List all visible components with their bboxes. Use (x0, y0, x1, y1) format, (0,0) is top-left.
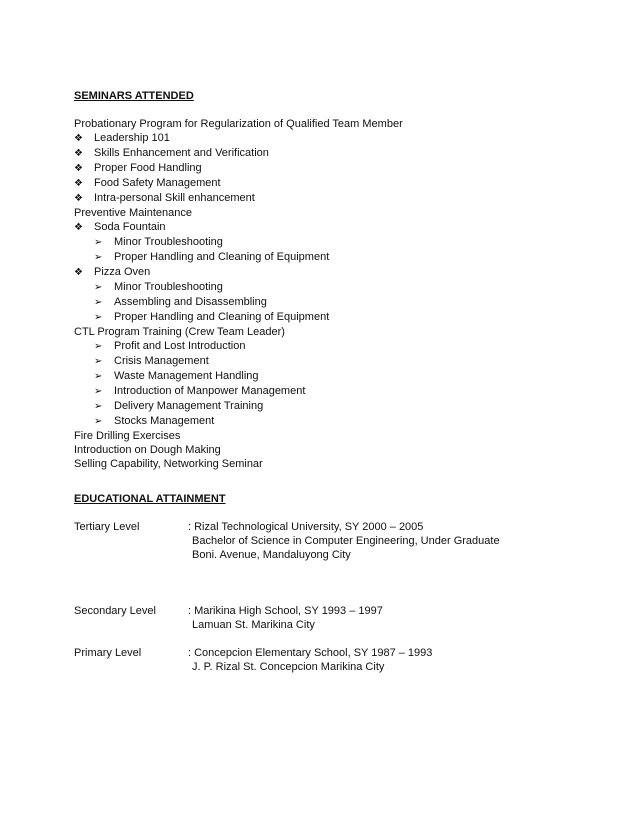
education-detail-line: : Marikina High School, SY 1993 – 1997 (188, 605, 383, 617)
education-details (188, 604, 383, 632)
seminar-line-text: Minor Troubleshooting (114, 281, 223, 293)
seminar-line (74, 280, 594, 295)
education-level-label: Tertiary Level (74, 521, 140, 533)
arrow-bullet-icon: ➢ (94, 356, 103, 367)
education-detail-line: Bachelor of Science in Computer Engineering, Under Graduate (192, 535, 500, 547)
education-section (74, 492, 594, 674)
arrow-bullet-icon: ➢ (94, 312, 103, 323)
diamond-bullet-icon: ❖ (74, 222, 83, 233)
seminar-line-text: Introduction of Manpower Management (114, 385, 306, 397)
seminar-line (74, 325, 594, 339)
diamond-bullet-icon: ❖ (74, 193, 83, 204)
education-list (74, 520, 594, 674)
seminar-line (74, 399, 594, 414)
seminar-line-text: Crisis Management (114, 355, 209, 367)
education-detail-line: : Concepcion Elementary School, SY 1987 – 1993 (188, 647, 433, 659)
seminar-line (74, 146, 594, 161)
seminar-line-text: Probationary Program for Regularization of Qualified Team Member (74, 118, 403, 130)
education-entry (74, 646, 594, 674)
seminar-line (74, 295, 594, 310)
seminar-line-text: Waste Management Handling (114, 370, 259, 382)
seminar-line (74, 191, 594, 206)
seminar-line-text: Selling Capability, Networking Seminar (74, 458, 263, 470)
seminar-line (74, 443, 594, 457)
arrow-bullet-icon: ➢ (94, 371, 103, 382)
seminar-line-text: Pizza Oven (94, 266, 151, 278)
seminar-line-text: Fire Drilling Exercises (74, 430, 181, 442)
seminars-heading: SEMINARS ATTENDED (74, 90, 194, 102)
diamond-bullet-icon: ❖ (74, 133, 83, 144)
arrow-bullet-icon: ➢ (94, 297, 103, 308)
arrow-bullet-icon: ➢ (94, 416, 103, 427)
seminar-line (74, 176, 594, 191)
seminar-line-text: Stocks Management (114, 415, 215, 427)
seminar-line (74, 310, 594, 325)
seminar-list (74, 117, 594, 471)
education-detail-line: J. P. Rizal St. Concepcion Marikina City (192, 661, 385, 673)
seminar-line-text: Food Safety Management (94, 177, 221, 189)
seminar-line (74, 265, 594, 280)
education-entry (74, 604, 594, 632)
seminar-line (74, 161, 594, 176)
seminar-line-text: Proper Food Handling (94, 162, 202, 174)
education-level-label: Secondary Level (74, 605, 156, 617)
education-detail-line: : Rizal Technological University, SY 2000 – 2005 (188, 521, 424, 533)
seminar-line-text: Delivery Management Training (114, 400, 264, 412)
seminar-line-text: Skills Enhancement and Verification (94, 147, 269, 159)
seminar-line-text: Leadership 101 (94, 132, 170, 144)
arrow-bullet-icon: ➢ (94, 282, 103, 293)
arrow-bullet-icon: ➢ (94, 252, 103, 263)
seminar-line (74, 117, 594, 131)
arrow-bullet-icon: ➢ (94, 386, 103, 397)
seminar-line-text: Profit and Lost Introduction (114, 340, 246, 352)
education-details (188, 646, 432, 674)
seminar-line (74, 414, 594, 429)
seminar-line (74, 354, 594, 369)
education-detail-line: Boni. Avenue, Mandaluyong City (192, 549, 351, 561)
seminar-line (74, 206, 594, 220)
arrow-bullet-icon: ➢ (94, 237, 103, 248)
diamond-bullet-icon: ❖ (74, 267, 83, 278)
seminar-line (74, 250, 594, 265)
seminars-section (74, 89, 594, 471)
seminar-line (74, 235, 594, 250)
arrow-bullet-icon: ➢ (94, 341, 103, 352)
education-detail-line: Lamuan St. Marikina City (192, 619, 315, 631)
seminar-line-text: Proper Handling and Cleaning of Equipment (114, 311, 330, 323)
seminar-line (74, 384, 594, 399)
seminar-line (74, 457, 594, 471)
education-heading: EDUCATIONAL ATTAINMENT (74, 493, 226, 505)
education-level-label: Primary Level (74, 647, 142, 659)
education-details (188, 520, 500, 562)
education-entry (74, 520, 594, 562)
seminar-line-text: CTL Program Training (Crew Team Leader) (74, 326, 285, 338)
seminar-line-text: Assembling and Disassembling (114, 296, 267, 308)
seminar-line (74, 429, 594, 443)
seminar-line-text: Proper Handling and Cleaning of Equipment (114, 251, 330, 263)
seminar-line-text: Minor Troubleshooting (114, 236, 223, 248)
seminar-line (74, 131, 594, 146)
seminar-line-text: Intra-personal Skill enhancement (94, 192, 255, 204)
diamond-bullet-icon: ❖ (74, 178, 83, 189)
diamond-bullet-icon: ❖ (74, 163, 83, 174)
arrow-bullet-icon: ➢ (94, 401, 103, 412)
seminar-line (74, 220, 594, 235)
diamond-bullet-icon: ❖ (74, 148, 83, 159)
seminar-line-text: Preventive Maintenance (74, 207, 193, 219)
seminar-line (74, 339, 594, 354)
seminar-line-text: Soda Fountain (94, 221, 166, 233)
seminar-line-text: Introduction on Dough Making (74, 444, 221, 456)
seminar-line (74, 369, 594, 384)
